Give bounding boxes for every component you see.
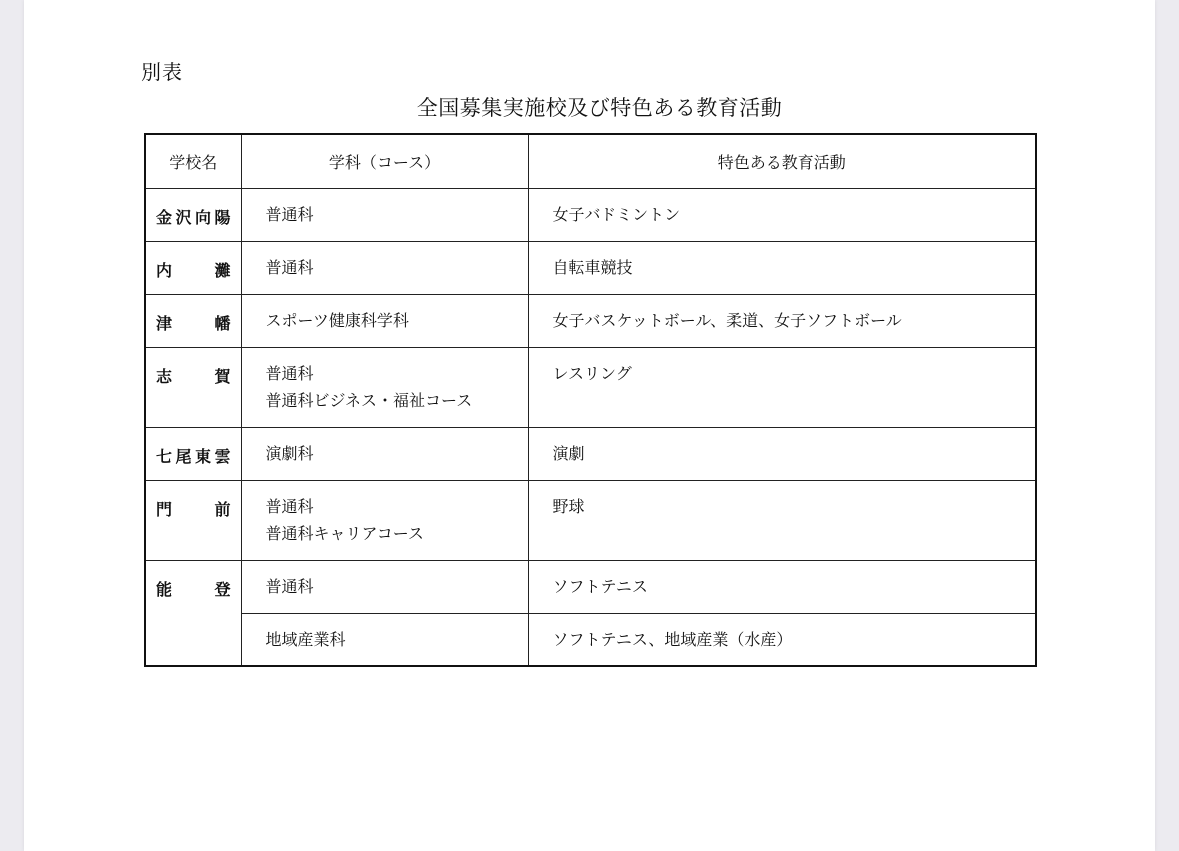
course-line: スポーツ健康科学科 (265, 310, 409, 330)
header-activity: 特色ある教育活動 (528, 134, 1036, 188)
table-row (145, 241, 1036, 294)
table-row (145, 294, 1036, 347)
course-line: 普通科 (265, 363, 314, 383)
school-name: 金沢向陽 (145, 188, 241, 241)
activity-cell: 野球 (528, 480, 1036, 560)
course-line: 演劇科 (265, 443, 314, 463)
activity-cell: 女子バドミントン (528, 188, 1036, 241)
table-row (145, 560, 1036, 613)
course-cell (241, 188, 528, 241)
activity-cell: 自転車競技 (528, 241, 1036, 294)
course-cell (241, 613, 528, 666)
school-name: 津 幡 (145, 294, 241, 347)
activity-cell: レスリング (528, 347, 1036, 427)
header-course: 学科（コース） (241, 134, 528, 188)
course-line: 普通科 (265, 204, 314, 224)
table-row (145, 613, 1036, 666)
course-cell (241, 241, 528, 294)
appendix-label: 別表 (141, 60, 183, 84)
activity-cell: 演劇 (528, 427, 1036, 480)
document-title: 全国募集実施校及び特色ある教育活動 (416, 96, 783, 120)
course-line: 普通科 (265, 257, 314, 277)
school-name: 能 登 (145, 560, 241, 666)
course-line: 普通科 (265, 496, 314, 516)
course-line: 普通科 (265, 576, 314, 596)
course-cell (241, 560, 528, 613)
school-name: 門 前 (145, 480, 241, 560)
header-school: 学校名 (145, 134, 241, 188)
activity-cell: 女子バスケットボール、柔道、女子ソフトボール (528, 294, 1036, 347)
course-cell (241, 480, 528, 560)
table-row (145, 188, 1036, 241)
school-name: 内 灘 (145, 241, 241, 294)
activity-cell: ソフトテニス、地域産業（水産） (528, 613, 1036, 666)
school-name: 七尾東雲 (145, 427, 241, 480)
course-cell (241, 427, 528, 480)
table-header-row (145, 134, 1036, 188)
course-line: 普通科ビジネス・福祉コース (265, 390, 473, 410)
table-row (145, 427, 1036, 480)
course-line: 地域産業科 (265, 629, 346, 649)
table-row (145, 347, 1036, 427)
table-row (145, 480, 1036, 560)
course-cell (241, 294, 528, 347)
school-name: 志 賀 (145, 347, 241, 427)
activity-cell: ソフトテニス (528, 560, 1036, 613)
course-cell (241, 347, 528, 427)
course-line: 普通科キャリアコース (265, 523, 424, 543)
schools-table (144, 133, 1037, 667)
